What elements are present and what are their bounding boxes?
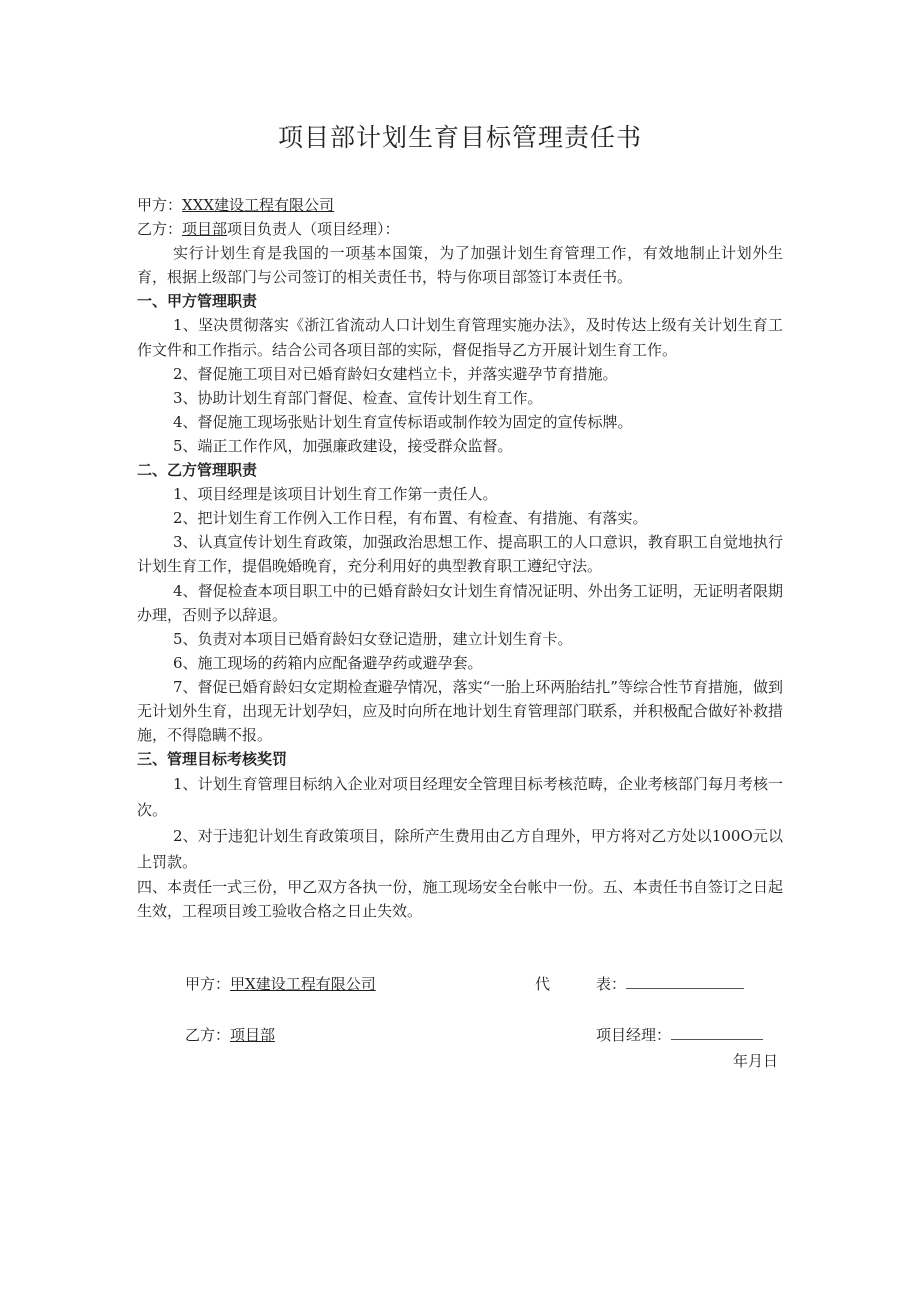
party-b-line	[137, 217, 783, 241]
section-3-item: 2、对于违犯计划生育政策项目，除所产生费用由乙方自理外，甲方将对乙方处以100O元以上罚款。	[137, 827, 783, 872]
signature-party-b-label: 乙方：	[185, 1026, 231, 1044]
section-1-item: 3、协助计划生育部门督促、检查、宣传计划生育工作。	[173, 388, 543, 407]
signature-date: 年月日	[733, 1052, 779, 1070]
section-3-heading: 三、管理目标考核奖罚	[137, 750, 288, 769]
signature-representative	[535, 973, 744, 994]
representative-label-1: 代	[535, 975, 551, 993]
party-a-line	[137, 193, 783, 217]
signature-party-b-name: 项目部	[230, 1026, 276, 1044]
party-a-name: XXX建设工程有限公司	[182, 196, 335, 214]
signature-manager	[596, 1024, 763, 1045]
section-2-item: 2、把计划生育工作例入工作日程，有布置、有检查、有措施、有落实。	[173, 509, 648, 528]
section-2-item: 6、施工现场的药箱内应配备避孕药或避孕套。	[173, 653, 483, 672]
document-body	[137, 193, 783, 923]
section-2-heading: 二、乙方管理职责	[137, 461, 258, 480]
section-2-item: 3、认真宣传计划生育政策，加强政治思想工作、提高职工的人口意识，教育职工自觉地执行计划生育工作，提倡晚婚晚育，充分利用好的典型教育职工遵纪守法。	[137, 533, 783, 576]
manager-label: 项目经理：	[596, 1026, 672, 1044]
representative-label-2: 表：	[596, 975, 627, 993]
section-3-item: 1、计划生育管理目标纳入企业对项目经理安全管理目标考核范畴，企业考核部门每月考核一次。	[137, 775, 783, 820]
section-1-item: 2、督促施工项目对已婚育龄妇女建档立卡，并落实避孕节育措施。	[173, 364, 618, 383]
section-2-item: 1、项目经理是该项目计划生育工作第一责任人。	[173, 485, 498, 504]
section-2-item: 7、督促已婚育龄妇女定期检查避孕情况，落实“一胎上环两胎结扎”等综合性节育措施，做到无计划外生育，出现无计划孕妇，应及时向所在地计划生育管理部门联系，并积极配合做好补救措施，不得隐瞒不报。	[137, 677, 783, 745]
section-1-heading: 一、甲方管理职责	[137, 292, 258, 311]
signature-party-a-name: 甲X建设工程有限公司	[230, 975, 376, 993]
section-1-item: 4、督促施工现场张贴计划生育宣传标语或制作较为固定的宣传标牌。	[173, 412, 633, 431]
section-4-5-paragraph: 四、本责任一式三份，甲乙双方各执一份，施工现场安全台帐中一份。五、本责任书自签订之日起生效，工程项目竣工验收合格之日止失效。	[137, 878, 783, 921]
document-title: 项目部计划生育目标管理责任书	[277, 123, 642, 152]
section-1-item: 5、端正工作作风，加强廉政建设，接受群众监督。	[173, 436, 513, 455]
party-b-unit: 项目部	[182, 220, 228, 239]
signature-party-a	[185, 973, 376, 994]
section-1-item: 1、坚决贯彻落实《浙江省流动人口计划生育管理实施办法》，及时传达上级有关计划生育工作文件和工作指示。结合公司各项目部的实际，督促指导乙方开展计划生育工作。	[137, 316, 783, 359]
section-2-item: 4、督促检查本项目职工中的已婚育龄妇女计划生育情况证明、外出务工证明，无证明者限期办理，否则予以辞退。	[137, 581, 783, 624]
section-2-item: 5、负责对本项目已婚育龄妇女登记造册，建立计划生育卡。	[173, 629, 573, 648]
party-b-rest: 项目负责人（项目经理）：	[227, 220, 400, 239]
manager-signature-blank[interactable]	[671, 1039, 763, 1040]
signature-party-b	[185, 1024, 275, 1045]
party-a-label: 甲方：	[137, 196, 183, 214]
signature-party-a-label: 甲方：	[185, 975, 231, 993]
party-b-label: 乙方：	[137, 220, 183, 239]
intro-paragraph: 实行计划生育是我国的一项基本国策，为了加强计划生育管理工作，有效地制止计划外生育，根据上级部门与公司签订的相关责任书，特与你项目部签订本责任书。	[137, 244, 783, 287]
representative-signature-blank[interactable]	[626, 988, 744, 989]
